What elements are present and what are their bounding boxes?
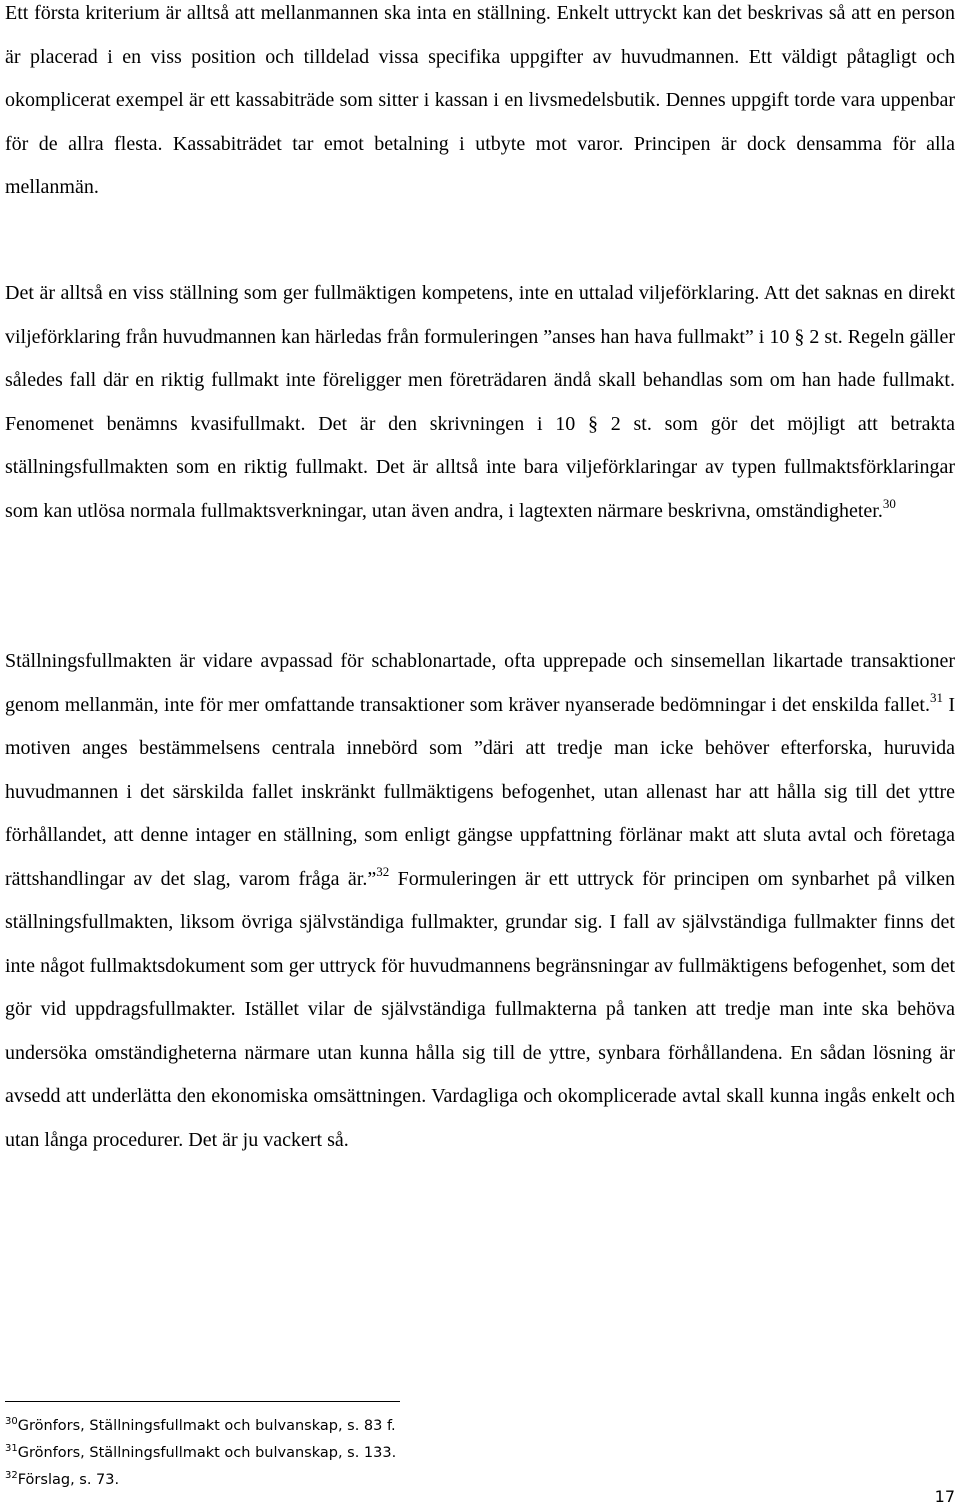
footnote-number: 30 — [5, 1416, 18, 1427]
page-number: 17 — [934, 1487, 955, 1506]
footnote-text: Grönfors, Ställningsfullmakt och bulvanskap, s. 83 f. — [17, 1418, 396, 1434]
footnote-number: 31 — [5, 1443, 18, 1454]
footnote-number: 32 — [5, 1470, 18, 1481]
paragraph-1 — [5, 0, 955, 210]
paragraph-3-text-a: Ställningsfullmakten är vidare avpassad för schablonartade, ofta upprepade och sinsemellan likartade transaktioner genom mellanmän, inte för mer omfattande transaktioner som kräver nyanserade bedömningar i det enskilda fallet. — [5, 650, 955, 716]
paragraph-3 — [5, 640, 955, 1162]
paragraph-2 — [5, 272, 955, 533]
footnote-30 — [5, 1413, 396, 1440]
footnote-ref-32[interactable]: 32 — [376, 863, 390, 879]
footnote-ref-30[interactable]: 30 — [882, 495, 896, 511]
footnote-ref-31[interactable]: 31 — [929, 689, 943, 705]
paragraph-3-text-b: I motiven anges bestämmelsens centrala innebörd som ”däri att tredje man icke behöver efterforska, huruvida huvudmannen i det särskilda fallet inskränkt fullmäktigens befogenhet, utan allenast har att hålla sig till det yttre förhållandet, att denne intager en ställning, som enligt gängse uppfattning förlänar makt att sluta avtal och företaga rättshandlingar av det slag, varom fråga är.” — [5, 693, 955, 890]
paragraph-2-text: Det är alltså en viss ställning som ger fullmäktigen kompetens, inte en uttalad viljeförklaring. Att det saknas en direkt viljeförklaring från huvudmannen kan härledas från formuleringen ”anses han hava fullmakt” i 10 § 2 st. Regeln gäller således fall där en riktig fullmakt inte föreligger men företrädaren ändå skall behandlas som om han hade fullmakt. Fenomenet benämns kvasifullmakt. Det är den skrivningen i 10 § 2 st. som gör det möjligt att betrakta ställningsfullmakten som en riktig fullmakt. Det är alltså inte bara viljeförklaringar av typen fullmaktsförklaringar som kan utlösa normala fullmaktsverkningar, utan även andra, i lagtexten närmare beskrivna, omständigheter. — [5, 282, 955, 522]
footnotes — [5, 1413, 396, 1494]
footnote-divider — [5, 1401, 400, 1402]
footnote-31 — [5, 1440, 396, 1467]
footnote-32 — [5, 1467, 396, 1494]
paragraph-3-text-c: Formuleringen är ett uttryck för principen om synbarhet på vilken ställningsfullmakten, liksom övriga självständiga fullmakter, grundar sig. I fall av självständiga fullmakter finns det inte något fullmaktsdokument som ger uttryck för huvudmannens begränsningar av fullmäktigens befogenhet, som det gör vid uppdragsfullmakter. Istället vilar de självständiga fullmakterna på tanken att tredje man inte ska behöva undersöka omständigheterna närmare utan kunna hålla sig till de yttre, synbara förhållandena. En sådan lösning är avsedd att underlätta den ekonomiska omsättningen. Vardagliga och okomplicerade avtal skall kunna ingås enkelt och utan långa procedurer. Det är ju vackert så. — [5, 867, 955, 1151]
footnote-text: Förslag, s. 73. — [17, 1472, 120, 1488]
footnote-text: Grönfors, Ställningsfullmakt och bulvanskap, s. 133. — [17, 1445, 397, 1461]
paragraph-1-text: Ett första kriterium är alltså att mellanmannen ska inta en ställning. Enkelt uttryckt kan det beskrivas så att en person är placerad i en viss position och tilldelad vissa specifika uppgifter av huvudmannen. Ett väldigt påtagligt och okomplicerat exempel är ett kassabiträde som sitter i kassan i en livsmedelsbutik. Dennes uppgift torde vara uppenbar för de allra flesta. Kassabiträdet tar emot betalning i utbyte mot varor. Principen är dock densamma för alla mellanmän. — [5, 2, 955, 198]
